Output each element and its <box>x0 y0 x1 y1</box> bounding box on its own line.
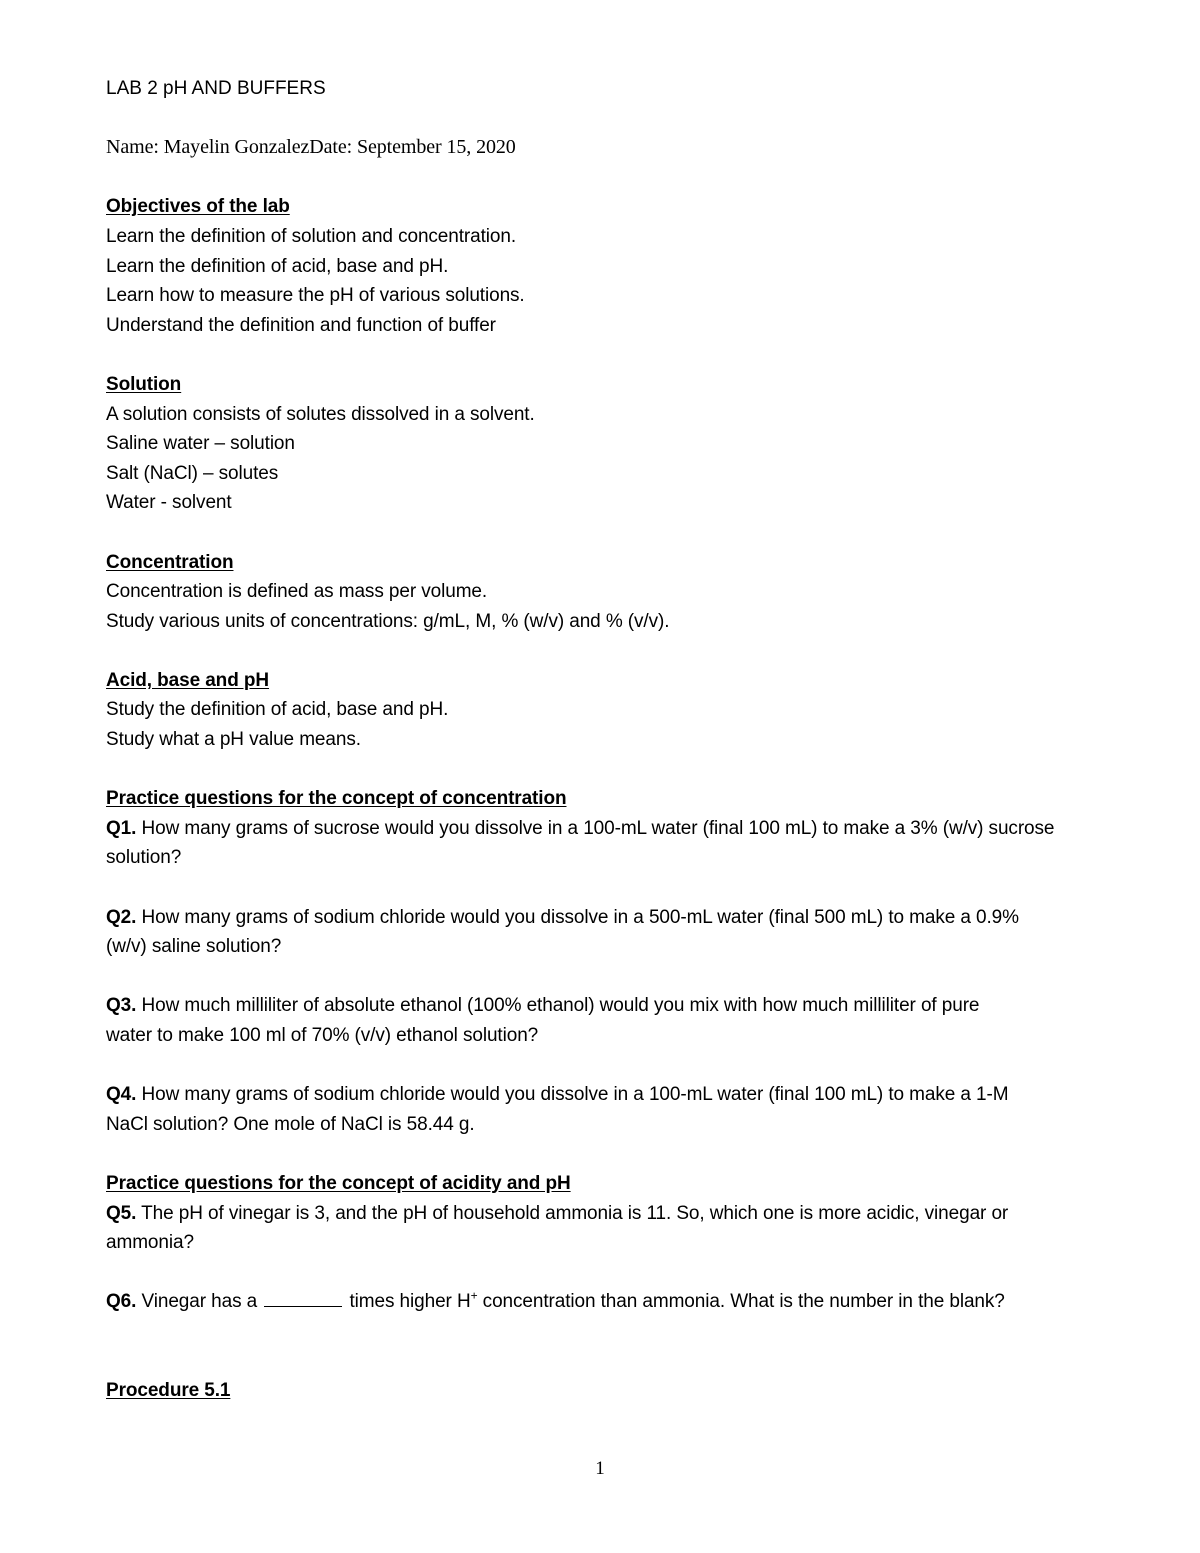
objective-item: Learn how to measure the pH of various solutions. <box>106 285 525 307</box>
question-q4-continued: NaCl solution? One mole of NaCl is 58.44 g. <box>106 1113 475 1135</box>
practice-concentration-heading: Practice questions for the concept of concentration <box>106 788 567 810</box>
question-number: Q4. <box>106 1084 137 1106</box>
question-q4 <box>106 1080 1106 1110</box>
page-number: 1 <box>595 1458 605 1479</box>
question-q2-continued: (w/v) saline solution? <box>106 936 282 958</box>
question-q6 <box>106 1287 1106 1317</box>
objective-item: Learn the definition of solution and concentration. <box>106 225 517 247</box>
question-number: Q3. <box>106 995 137 1017</box>
question-text: concentration than ammonia. What is the number in the blank? <box>477 1291 1005 1313</box>
acid-base-item: Study the definition of acid, base and pH. <box>106 699 449 721</box>
question-number: Q5. <box>106 1202 137 1224</box>
objectives-heading: Objectives of the lab <box>106 196 290 218</box>
question-text: times higher H <box>344 1291 471 1313</box>
question-q1 <box>106 814 1106 844</box>
question-text: How many grams of sodium chloride would you dissolve in a 500-mL water (final 500 mL) to make a 0.9% <box>136 906 1019 928</box>
document-body <box>106 74 1106 1406</box>
solution-heading: Solution <box>106 373 182 395</box>
solution-item: A solution consists of solutes dissolved in a solvent. <box>106 403 535 425</box>
answer-blank <box>264 1287 342 1307</box>
acid-base-item: Study what a pH value means. <box>106 729 361 751</box>
question-q1-continued: solution? <box>106 847 182 869</box>
question-q3-continued: water to make 100 ml of 70% (v/v) ethanol solution? <box>106 1025 539 1046</box>
question-text: How many grams of sucrose would you dissolve in a 100-mL water (final 100 mL) to make a 3% (w/v) sucrose <box>136 817 1055 839</box>
objective-item: Learn the definition of acid, base and pH. <box>106 255 449 277</box>
question-q5 <box>106 1199 1106 1229</box>
question-text: Vinegar has a <box>136 1291 263 1313</box>
name-date-line: Name: Mayelin GonzalezDate: September 15, 2020 <box>106 136 516 159</box>
solution-item: Salt (NaCl) – solutes <box>106 462 279 484</box>
concentration-item: Concentration is defined as mass per volume. <box>106 581 488 603</box>
practice-acidity-heading: Practice questions for the concept of acidity and pH <box>106 1172 571 1194</box>
question-text: How much milliliter of absolute ethanol (100% ethanol) would you mix with how much milliliter of pure <box>136 995 980 1017</box>
concentration-heading: Concentration <box>106 551 234 573</box>
question-number: Q2. <box>106 906 137 928</box>
acid-base-heading: Acid, base and pH <box>106 669 270 691</box>
superscript-plus: + <box>470 1289 478 1304</box>
question-q5-continued: ammonia? <box>106 1232 194 1254</box>
question-text: How many grams of sodium chloride would you dissolve in a 100-mL water (final 100 mL) to make a 1-M <box>136 1084 1009 1106</box>
procedure-heading: Procedure 5.1 <box>106 1380 231 1402</box>
solution-item: Saline water – solution <box>106 433 295 455</box>
question-number: Q6. <box>106 1291 137 1313</box>
objective-item: Understand the definition and function of buffer <box>106 314 496 336</box>
solution-item: Water - solvent <box>106 492 232 514</box>
question-q3 <box>106 991 1106 1021</box>
concentration-item: Study various units of concentrations: g/mL, M, % (w/v) and % (v/v). <box>106 610 670 632</box>
question-text: The pH of vinegar is 3, and the pH of household ammonia is 11. So, which one is more acidic, vinegar or <box>136 1202 1009 1224</box>
document-title: LAB 2 pH AND BUFFERS <box>106 78 326 99</box>
question-number: Q1. <box>106 817 137 839</box>
question-q2 <box>106 903 1106 933</box>
